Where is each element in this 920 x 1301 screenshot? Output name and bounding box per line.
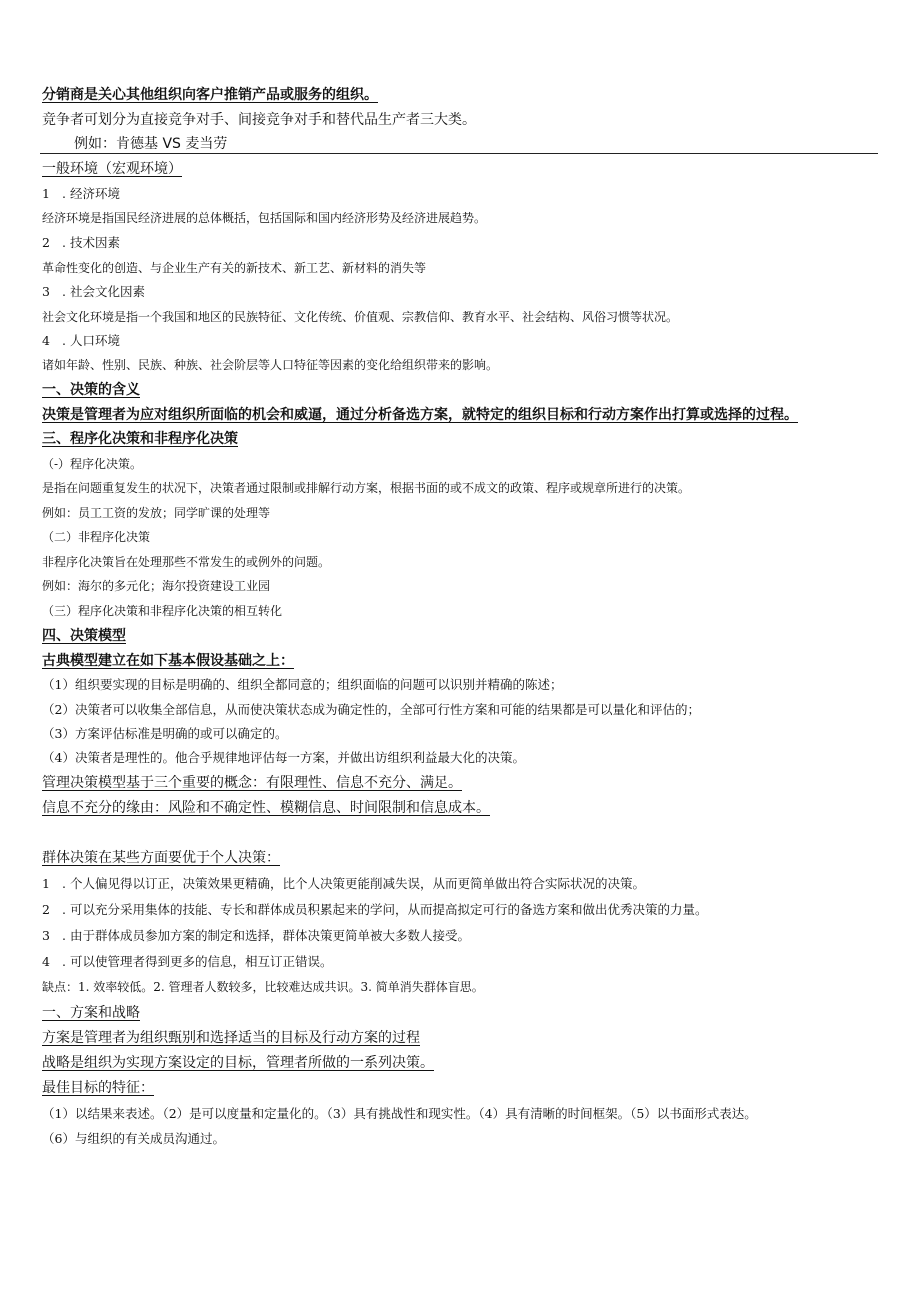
group-advantage-item	[42, 904, 707, 917]
item-text: . 由于群体成员参加方案的制定和选择，群体决策更简单被大多数人接受。	[62, 928, 470, 943]
environment-item-3	[42, 286, 145, 299]
item-label: . 社会文化因素	[62, 284, 145, 299]
classical-model-title: 古典模型建立在如下基本假设基础之上：	[42, 653, 294, 669]
item-number: （4）	[42, 750, 75, 765]
item-text: . 可以使管理者得到更多的信息，相互订正错误。	[62, 954, 333, 969]
group-decision-title: 群体决策在某些方面要优于个人决策：	[42, 850, 280, 866]
programmed-decision-desc: 是指在问题重复发生的状况下，决策者通过限制或排解行动方案，根据书面的或不成文的政策、程序或规章所进行的决策。	[42, 481, 691, 495]
item-text: 组织要实现的目标是明确的、组织全都同意的；组织面临的问题可以识别并精确的陈述；	[74, 677, 563, 692]
item-text: 方案评估标准是明确的或可以确定的。	[74, 726, 288, 741]
assumption-item	[42, 679, 562, 692]
item-number: 1	[42, 186, 50, 201]
item-number: 2	[42, 902, 50, 917]
item-number: 1	[42, 876, 50, 891]
decision-models-title: 四、决策模型	[42, 628, 126, 644]
programmed-decision-example: 例如：员工工资的发放；同学旷课的处理等	[42, 506, 271, 520]
item-label: . 人口环境	[62, 333, 120, 348]
decision-meaning-text: 决策是管理者为应对组织所面临的机会和威逼，通过分析备选方案，就特定的组织目标和行动方案作出打算或选择的过程。	[42, 407, 798, 423]
goal-features-title: 最佳目标的特征：	[42, 1080, 154, 1096]
general-environment-title: 一般环境（宏观环境）	[42, 161, 182, 177]
item-label: . 技术因素	[62, 235, 120, 250]
environment-item-4-desc: 诸如年龄、性别、民族、种族、社会阶层等人口特征等因素的变化给组织带来的影响。	[42, 358, 499, 372]
goal-features-line-2: （6）与组织的有关成员沟通过。	[42, 1131, 225, 1146]
item-number: （1）	[42, 677, 75, 692]
nonprogrammed-decision-subtitle: （二）非程序化决策	[42, 530, 151, 544]
item-number: 4	[42, 954, 50, 969]
item-text: 决策者可以收集全部信息，从而使决策状态成为确定性的，全部可行性方案和可能的结果都是可以量化和评估的；	[74, 702, 700, 717]
nonprogrammed-decision-example: 例如：海尔的多元化；海尔投资建设工业园	[42, 579, 271, 593]
environment-item-4	[42, 335, 120, 348]
group-advantage-item	[42, 956, 332, 969]
item-label: . 经济环境	[62, 186, 120, 201]
plan-strategy-title: 一、方案和战略	[42, 1005, 140, 1021]
competitor-example: 例如：肯德基 VS 麦当劳	[74, 136, 228, 152]
group-advantage-item	[42, 930, 470, 943]
item-text: . 个人偏见得以订正，决策效果更精确，比个人决策更能削减失误，从而更简单做出符合实际状况的决策。	[62, 876, 645, 891]
item-number: （2）	[42, 702, 75, 717]
programmed-decision-title: 三、程序化决策和非程序化决策	[42, 431, 238, 447]
item-number: 2	[42, 235, 50, 250]
environment-item-1-desc: 经济环境是指国民经济进展的总体概括，包括国际和国内经济形势及经济进展趋势。	[42, 211, 487, 225]
distributor-definition: 分销商是关心其他组织向客户推销产品或服务的组织。	[42, 87, 378, 103]
goal-features-line-1: （1）以结果来表述。（2）是可以度量和定量化的。（3）具有挑战性和现实性。（4）具有清晰的时间框架。（5）以书面形式表达。	[42, 1106, 757, 1121]
assumption-item	[42, 704, 700, 717]
plan-definition: 方案是管理者为组织甄别和选择适当的目标及行动方案的过程	[42, 1030, 420, 1046]
group-drawbacks: 缺点：1. 效率较低。2. 管理者人数较多，比较难达成共识。3. 简单消失群体盲思。	[42, 980, 484, 994]
competitors-definition: 竞争者可划分为直接竞争对手、间接竞争对手和替代品生产者三大类。	[42, 112, 476, 128]
assumption-item	[42, 728, 287, 741]
environment-item-1	[42, 188, 120, 201]
divider-line	[40, 153, 878, 154]
decision-conversion-subtitle: （三）程序化决策和非程序化决策的相互转化	[42, 604, 283, 618]
item-number: 3	[42, 284, 50, 299]
item-text: . 可以充分采用集体的技能、专长和群体成员积累起来的学问，从而提高拟定可行的备选方案和做出优秀决策的力量。	[62, 902, 708, 917]
nonprogrammed-decision-desc: 非程序化决策旨在处理那些不常发生的或例外的问题。	[42, 555, 331, 569]
information-reasons-text: 信息不充分的缘由：风险和不确定性、模糊信息、时间限制和信息成本。	[42, 800, 490, 816]
administrative-model-text: 管理决策模型基于三个重要的概念：有限理性、信息不充分、满足。	[42, 775, 462, 791]
group-advantage-item	[42, 878, 645, 891]
item-number: 4	[42, 333, 50, 348]
decision-meaning-title: 一、决策的含义	[42, 382, 140, 398]
assumption-item	[42, 752, 525, 765]
environment-item-2-desc: 革命性变化的创造、与企业生产有关的新技术、新工艺、新材料的消失等	[42, 261, 427, 275]
item-number: 3	[42, 928, 50, 943]
programmed-decision-subtitle: （-）程序化决策。	[42, 457, 143, 471]
environment-item-2	[42, 237, 120, 250]
strategy-definition: 战略是组织为实现方案设定的目标，管理者所做的一系列决策。	[42, 1055, 434, 1071]
item-number: （3）	[42, 726, 75, 741]
item-text: 决策者是理性的。他合乎规律地评估每一方案，并做出访组织利益最大化的决策。	[74, 750, 525, 765]
environment-item-3-desc: 社会文化环境是指一个我国和地区的民族特征、文化传统、价值观、宗教信仰、教育水平、社会结构、风俗习惯等状况。	[42, 310, 679, 324]
